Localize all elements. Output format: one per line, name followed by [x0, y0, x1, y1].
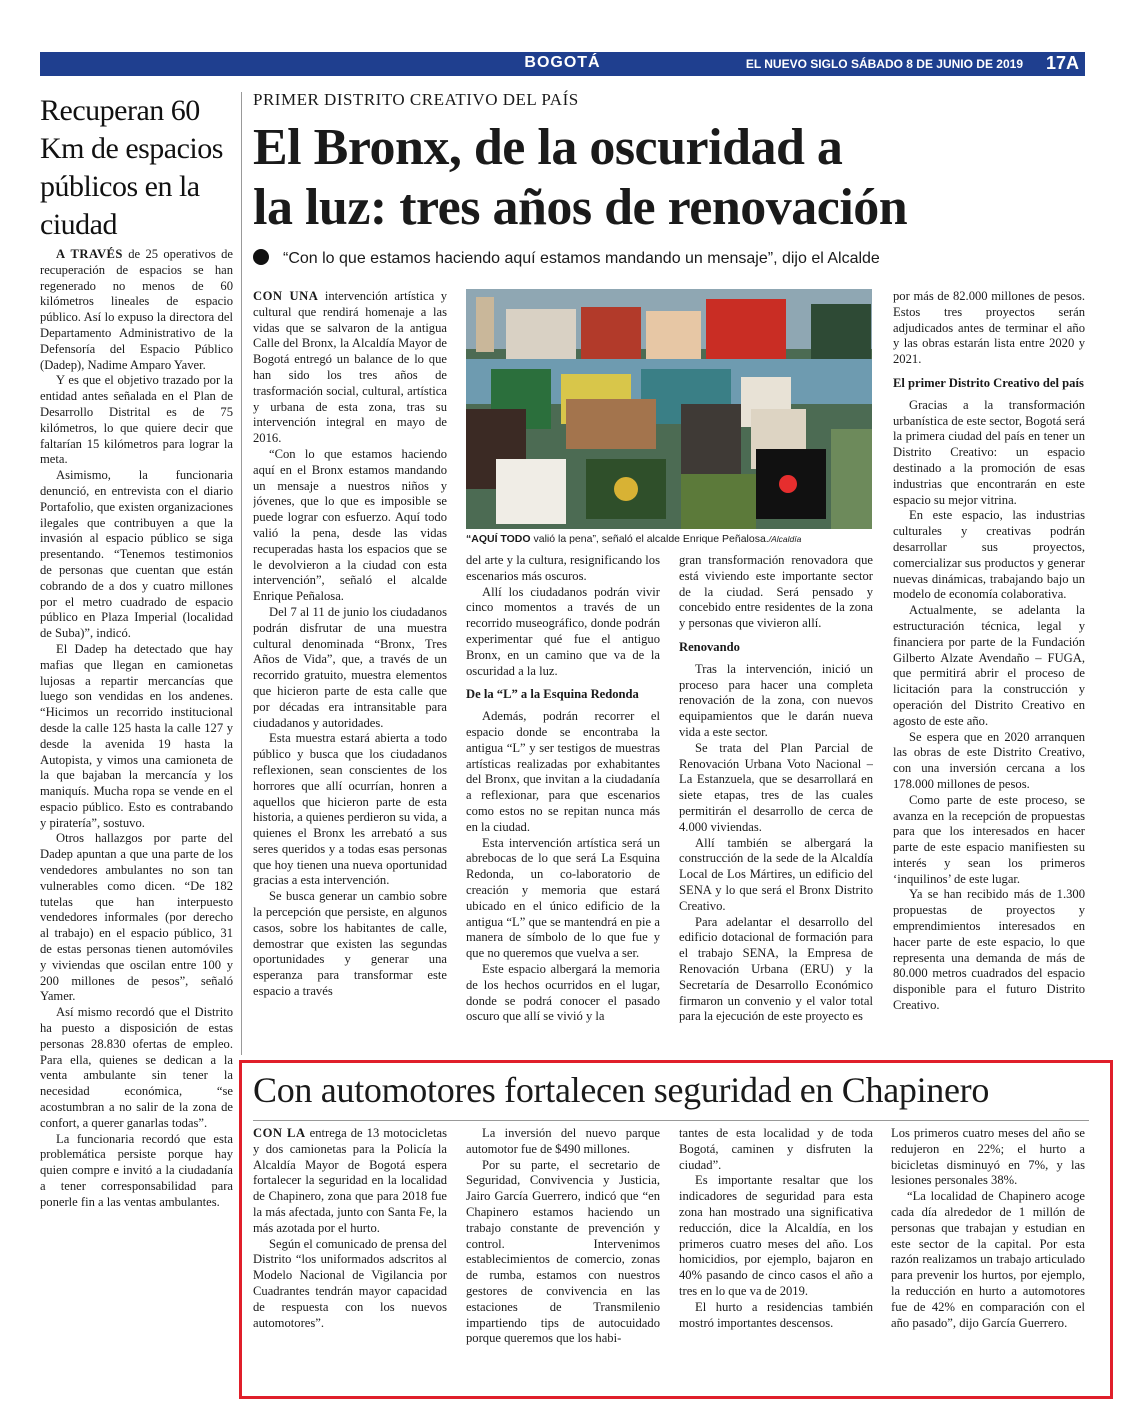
article-column-4 — [893, 289, 1085, 1050]
paragraph: Esta muestra estará abierta a todo público y busca que los ciudadanos reflexionen, sean conscientes de los horrores que allí ocurrían, honren a aquellos que hicieron parte de esta historia, a quienes perdieron su vida, a quienes el Bronx les arrebató a sus seres queridos y a todas esas personas que hoy tienen una nueva oportunidad gracias a esta intervención. — [253, 731, 447, 888]
paragraph: Del 7 al 11 de junio los ciudadanos podrán disfrutar de una muestra cultural denominada “Bronx, Tres Años de Vida”, que, a través de un recorrido gratuito, muestra elementos que hicieron parte de esta calle que por décadas era intransitable para ciudadanos y autoridades. — [253, 604, 447, 730]
paragraph: Este espacio albergará la memoria de los hechos ocurridos en el lugar, donde se podrá conocer el pasado oscuro que allí se vivió y la — [466, 961, 660, 1024]
lead-in: CON UNA — [253, 289, 319, 303]
paragraph: El hurto a residencias también mostró importantes descensos. — [679, 1299, 873, 1330]
paragraph: Allí los ciudadanos podrán vivir cinco momentos a través de un recorrido museográfico, donde podrán experimentar qué fue el antiguo Bronx, en un camino que va de la oscuridad a la luz. — [466, 584, 660, 678]
article-headline — [253, 118, 1083, 238]
paragraph: CON UNA intervención artística y cultural que rendirá homenaje a las vidas que se salvaron de la antigua Calle del Bronx, la Alcaldía Mayor de Bogotá entregó un balance de lo que han sido los tres años de trasformación social, cultural, artística y urbana de esta zona, tras su intervención integral en mayo de 2016. — [253, 289, 447, 446]
paragraph: Se espera que en 2020 arranquen las obras de este Distrito Creativo, con una inversión cercana a los 178.000 millones de pesos. — [893, 729, 1085, 791]
paragraph: Tras la intervención, inició un proceso para hacer una completa renovación de la zona, con nuevos equipamientos que le darán nueva vida a este sector. — [679, 661, 873, 739]
lead-in: A TRAVÉS — [56, 247, 123, 261]
article-deck: “Con lo que estamos haciendo aquí estamos mandando un mensaje”, dijo el Alcalde — [253, 249, 880, 268]
paragraph: Se trata del Plan Parcial de Renovación Urbana Voto Nacional – La Estanzuela, que se desarrollará en siete etapas, tres de las cuales permitirán el desarrollo de cerca de 4.000 viviendas. — [679, 740, 873, 834]
lead-in: CON LA — [253, 1126, 306, 1140]
article-column-3 — [679, 553, 873, 1050]
subheading: El primer Distrito Creativo del país — [893, 375, 1084, 390]
paragraph: Como parte de este proceso, se avanza en la recepción de propuestas para que los interesados en hacer parte de este espacio manifiesten su interés y sean los primeros ‘inquilinos’ de este lugar. — [893, 792, 1085, 886]
subheading: Renovando — [679, 639, 740, 654]
bullet-icon — [253, 249, 269, 265]
section-header-bar — [40, 52, 1085, 76]
paragraph: La inversión del nuevo parque automotor fue de $490 millones. — [466, 1126, 660, 1156]
paragraph: El Dadep ha detectado que hay mafias que llegan en camionetas lujosas a repartir mercancías que luego son vendidas en los andenes. “Hicimos un recorrido institucional desde la calle 125 hasta la calle 127 y desde la avenida 19 hasta la Autopista, y vimos una camioneta de la que bajaban la mercancía y los maniquís. Mucha ropa se vende en el espacio público. Esto es contrabando y piratería”, sostuvo. — [40, 641, 233, 830]
paragraph: Esta intervención artística será un abrebocas de lo que será La Esquina Redonda, un co-laboratorio de creación y memoria que estará ubicado en el único edificio de la antigua “L” que se mantendrá en pie a manera de símbolo de lo que fue y que no queremos que vuelva a ser. — [466, 835, 660, 961]
paragraph: “La localidad de Chapinero acoge cada día alrededor de 1 millón de personas que trabajan y estudian en este sector de la capital. Por esta razón realizamos un trabajo articulado para prevenir los hurtos, por ejemplo, la reducción en hurto a automotores fue de 42% en comparación con el año pasado”, dijo García Guerrero. — [891, 1189, 1085, 1330]
paragraph: CON LA entrega de 13 motocicletas y dos camionetas para la Policía la Alcaldía Mayor de Bogotá espera fortalecer la seguridad en la localidad de Chapinero, zona que para 2018 fue la más afectada, junto con Santa Fe, la más azotada por el hurto. — [253, 1126, 447, 1235]
box-article-headline: Con automotores fortalecen seguridad en Chapinero — [253, 1070, 990, 1110]
box-column-2 — [466, 1126, 660, 1392]
photo-credit: /Alcaldía — [768, 534, 802, 544]
paragraph: por más de 82.000 millones de pesos. Estos tres proyectos serán adjudicados antes de terminar el año y las obras estarán lista entre 2020 y 2021. — [893, 289, 1085, 367]
headline-line: El Bronx, de la oscuridad a — [253, 119, 843, 176]
sidebar-article-header — [40, 92, 232, 244]
newspaper-date: EL NUEVO SIGLO SÁBADO 8 DE JUNIO DE 2019 — [745, 57, 1023, 71]
paragraph: Se busca generar un cambio sobre la percepción que persiste, en algunos casos, sobre los habitantes de calle, demostrar que existen las segundas oportunidades y generar una esperanza para transformar este espacio a través — [253, 889, 447, 999]
box-column-3 — [679, 1126, 873, 1392]
paragraph: Así mismo recordó que el Distrito ha puesto a disposición de estas personas 28.830 ofertas de empleo. Para ella, quienes se dedican a la venta ambulante sin tener la necesidad económica, “se acostumbran a no salir de la zona de confort, a querer ganarlas todas”. — [40, 1005, 233, 1130]
paragraph: Por su parte, el secretario de Seguridad, Convivencia y Justicia, Jairo García Guerrero, indicó que “en Chapinero estamos haciendo un trabajo constante de prevención y control. Intervenimos establecimientos de comercio, zonas de rumba, estamos con nuestros gestores de convivencia en las estaciones de Transmilenio impartiendo tips de autocuidado porque queremos que los habi- — [466, 1157, 660, 1346]
sidebar-article-body — [40, 247, 233, 1357]
paragraph: Actualmente, se adelanta la estructuración técnica, legal y financiera por parte de la Fundación Gilberto Alzate Avendaño – FUGA, que permitirá abrir el proceso de licitación para la construcción y operación del Distrito Creativo en agosto de este año. — [893, 603, 1085, 728]
paragraph: A TRAVÉS de 25 operativos de recuperación de espacios se han regenerado no menos de 60 kilómetros lineales de espacio público. Así lo expuso la directora del Departamento Administrativo de la Defensoría del Espacio Público (Dadep), Nadime Amparo Yaver. — [40, 247, 233, 372]
paragraph: Allí también se albergará la construcción de la sede de la Alcaldía Local de Los Mártires, un edificio del SENA y lo que será el Bronx Distrito Creativo. — [679, 835, 873, 913]
paragraph: gran transformación renovadora que está viviendo este importante sector de la ciudad. Será pensado y concebido entre residentes de la zona y personas que vivieron allí. — [679, 553, 873, 631]
headline-line: la luz: tres años de renovación — [253, 179, 908, 236]
paragraph: En este espacio, las industrias culturales y creativas podrán desarrollar sus proyectos, comercializar sus productos y generar nuevas dinámicas, trabajando bajo un modelo de economía colaborativa. — [893, 508, 1085, 602]
article-kicker: PRIMER DISTRITO CREATIVO DEL PAÍS — [253, 90, 579, 109]
box-column-4 — [891, 1126, 1085, 1392]
box-title-rule — [253, 1120, 1089, 1121]
paragraph: Según el comunicado de prensa del Distrito “los uniformados adscritos al Modelo Nacional de Vigilancia por Cuadrantes tendrán mayor capacidad de respuesta con los nuevos automotores”. — [253, 1236, 447, 1330]
sidebar-headline: Recuperan 60 Km de espacios públicos en la ciudad — [40, 94, 223, 241]
paragraph: tantes de esta localidad y de toda Bogotá, caminen y disfruten la ciudad”. — [679, 1126, 873, 1172]
column-divider — [241, 92, 242, 1055]
photo-caption: “AQUÍ TODO valió la pena”, señaló el alcalde Enrique Peñalosa./Alcaldía — [466, 533, 802, 545]
paragraph: Asimismo, la funcionaria denunció, en entrevista con el diario Portafolio, que existen organizaciones ilegales que contribuyen a que la invasión al espacio público se siga presentando. “Tenemos testimonios de personas que cuentan que están cobrando de a dos y cuatro millones por el metro cuadrado de espacio público en Plaza Imperial (localidad de Suba)”, indicó. — [40, 468, 233, 641]
subheading: De la “L” a la Esquina Redonda — [466, 687, 639, 702]
paragraph: Y es que el objetivo trazado por la entidad antes señalada en el Plan de Desarrollo Distrital es de 75 kilómetros, lo que quiere decir que faltarían 15 kilómetros para lograr la meta. — [40, 373, 233, 467]
section-name: BOGOTÁ — [524, 54, 601, 71]
paragraph: del arte y la cultura, resignificando los escenarios más oscuros. — [466, 553, 660, 583]
paragraph: Gracias a la transformación urbanística de este sector, Bogotá será la primera ciudad del país en tener un Distrito Creativo: un espacio destinado a la promoción de esas industrias que encontrarán en este espacio su mejor vitrina. — [893, 397, 1085, 507]
article-column-2 — [466, 553, 660, 1050]
paragraph: La funcionaria recordó que esta problemática persiste porque hay quien compre e invitó a la ciudadanía a tener corresponsabilidad para ponerle fin a las ventas ambulantes. — [40, 1131, 233, 1209]
paragraph: Además, podrán recorrer el espacio donde se encontraba la antigua “L” y ser testigos de muestras artísticas realizadas por exhabitantes del Bronx, que invitan a la ciudadanía a reflexionar, para que escenarios como estos no se repitan nunca más en la ciudad. — [466, 709, 660, 834]
paragraph: Para adelantar el desarrollo del edificio dotacional de formación para el trabajo SENA, la Empresa de Renovación Urbana (ERU) y la Secretaría de Desarrollo Económico firmaron un convenio y el valor total para la ejecución de este proyecto es — [679, 914, 873, 1024]
photo-illustration — [466, 289, 872, 529]
paragraph: Otros hallazgos por parte del Dadep apuntan a que una parte de los vendedores ambulantes no son tan vulnerables como dicen. “De 182 tutelas que han interpuesto vendedores informales (por derecho al trabajo) en el espacio público, 31 de estas personas tienen automóviles y viviendas que oscilan entre 100 y 200 millones de pesos”, señaló Yamer. — [40, 831, 233, 1004]
box-column-1 — [253, 1126, 447, 1392]
article-photo — [466, 289, 872, 529]
paragraph: “Con lo que estamos haciendo aquí en el Bronx estamos mandando un mensaje a nuestros niños y jóvenes, que lo que es imposible se puede lograr con esfuerzo. Aquí todo valió la pena, desde las vidas recuperadas hasta los espacios que se le devolvieron a la ciudad con esta intervención”, señaló el alcalde Enrique Peñalosa. — [253, 446, 447, 604]
paragraph: Es importante resaltar que los indicadores de seguridad para esta zona han mostrado una significativa reducción, dice la Alcaldía, en los primeros cuatro meses del año. Los homicidios, por ejemplo, bajaron en 40% pasando de cinco casos el año a tres en lo que va de 2019. — [679, 1173, 873, 1298]
paragraph: Ya se han recibido más de 1.300 propuestas de proyectos y emprendimientos interesados en hacer parte de este espacio, lo que representa una demanda de más de 80.000 metros cuadrados del espacio disponible para el futuro Distrito Creativo. — [893, 887, 1085, 1013]
article-column-1 — [253, 289, 447, 1049]
page-number: 17A — [1045, 53, 1079, 73]
paragraph: Los primeros cuatro meses del año se redujeron en 22%; el hurto a bicicletas disminuyó en 7%, y las lesiones personales 38%. — [891, 1126, 1085, 1188]
